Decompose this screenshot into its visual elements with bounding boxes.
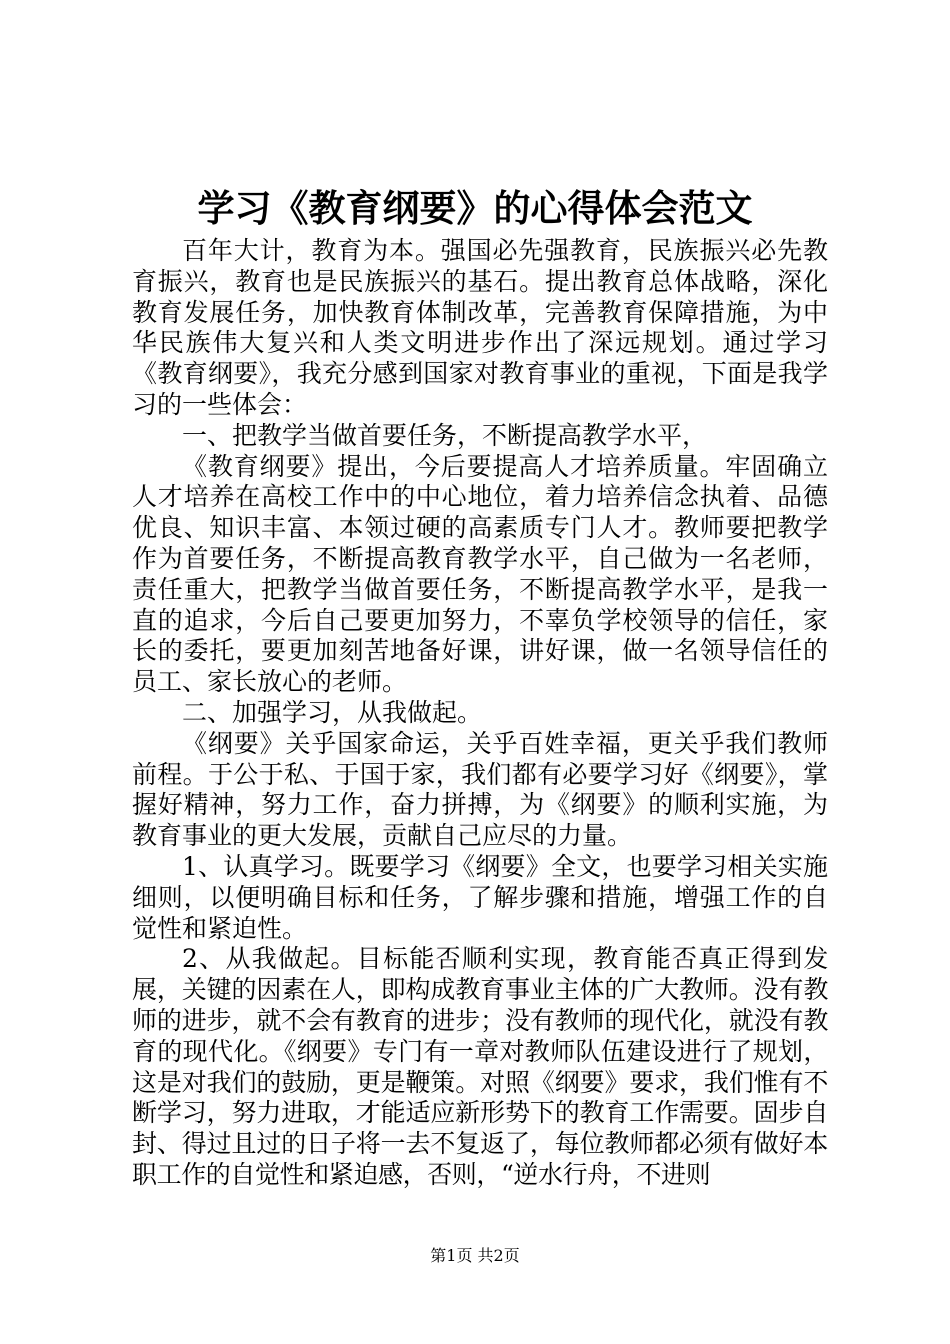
- document-body: [132, 236, 828, 1191]
- paragraph-item-1: 1、认真学习。既要学习《纲要》全文，也要学习相关实施细则，以便明确目标和任务，了解步骤和措施，增强工作的自觉性和紧迫性。: [132, 851, 828, 943]
- page-indicator: 第1页 共2页: [430, 1246, 520, 1265]
- paragraph-section-1: 《教育纲要》提出，今后要提高人才培养质量。牢固确立人才培养在高校工作中的中心地位，着力培养信念执着、品德优良、知识丰富、本领过硬的高素质专门人才。教师要把教学作为首要任务，不断提高教育教学水平，自己做为一名老师，责任重大，把教学当做首要任务，不断提高教学水平，是我一直的追求，今后自己要更加努力，不辜负学校领导的信任，家长的委托，要更加刻苦地备好课，讲好课，做一名领导信任的员工、家长放心的老师。: [132, 451, 828, 697]
- paragraph-item-2: 2、从我做起。目标能否顺利实现，教育能否真正得到发展，关键的因素在人，即构成教育事业主体的广大教师。没有教师的进步，就不会有教育的进步；没有教师的现代化，就没有教育的现代化。《纲要》专门有一章对教师队伍建设进行了规划，这是对我们的鼓励，更是鞭策。对照《纲要》要求，我们惟有不断学习，努力进取，才能适应新形势下的教育工作需要。固步自封、得过且过的日子将一去不复返了，每位教师都必须有做好本职工作的自觉性和紧迫感，否则，“逆水行舟，不进则: [132, 944, 828, 1189]
- section-heading-2: 二、加强学习，从我做起。: [182, 697, 483, 727]
- paragraph-section-2: 《纲要》关乎国家命运，关乎百姓幸福，更关乎我们教师前程。于公于私、于国于家，我们都有必要学习好《纲要》，掌握好精神，努力工作，奋力拼搏，为《纲要》的顺利实施，为教育事业的更大发展，贡献自己应尽的力量。: [132, 728, 828, 851]
- section-heading-1: 一、把教学当做首要任务，不断提高教学水平，: [182, 420, 708, 450]
- document-title: 学习《教育纲要》的心得体会范文: [197, 186, 753, 230]
- paragraph-intro: 百年大计，教育为本。强国必先强教育，民族振兴必先教育振兴，教育也是民族振兴的基石。提出教育总体战略，深化教育发展任务，加快教育体制改革，完善教育保障措施，为中华民族伟大复兴和人类文明进步作出了深远规划。通过学习《教育纲要》，我充分感到国家对教育事业的重视，下面是我学习的一些体会：: [132, 236, 828, 419]
